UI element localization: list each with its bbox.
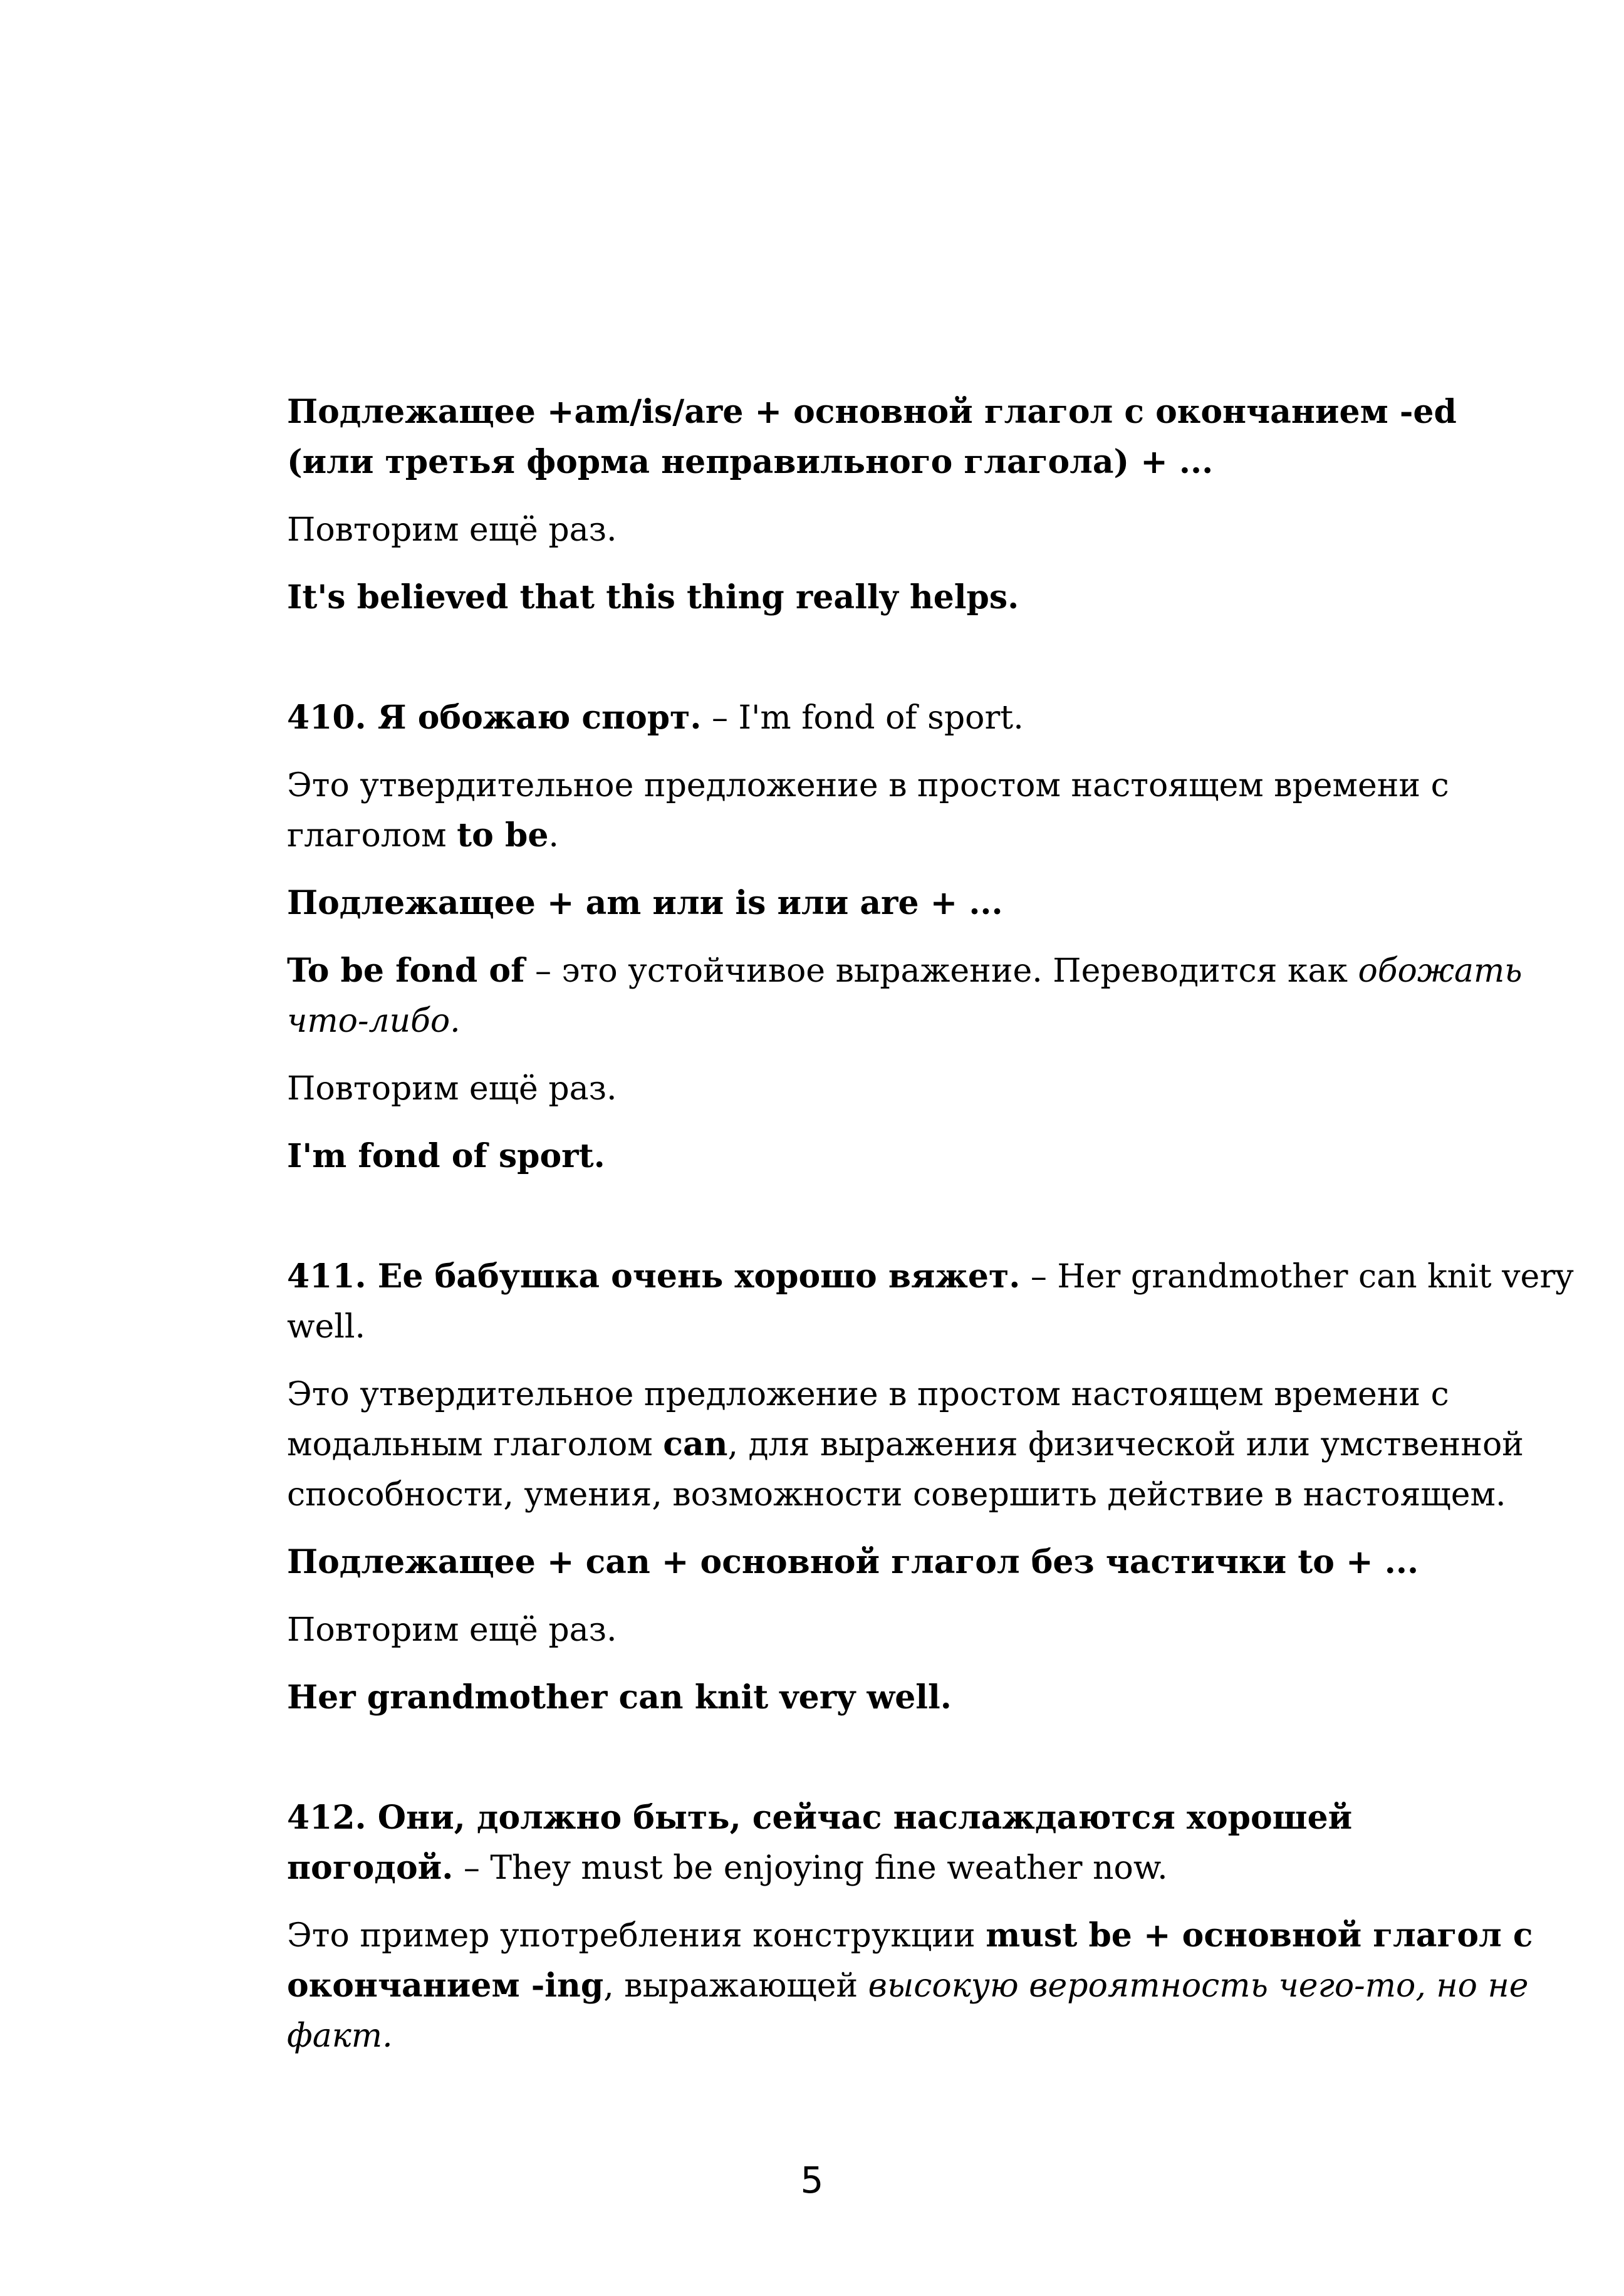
text-line — [287, 1131, 1465, 1182]
text-run: – это устойчивое выражение. Переводится как — [524, 952, 1358, 990]
heading-411 — [287, 1252, 1574, 1352]
text-run: глаголом — [287, 817, 457, 855]
bold-text-run: can — [663, 1425, 728, 1463]
text-line — [287, 2011, 1465, 2061]
bold-text-run: Подлежащее + am или is или are + ... — [287, 884, 1003, 922]
text-run: . — [548, 817, 559, 855]
text-run: Это пример употребления конструкции — [287, 1917, 986, 1955]
text-run: , выражающей — [603, 1967, 868, 2005]
text-line — [287, 1252, 1574, 1302]
text-line — [287, 1843, 1465, 1893]
text-line — [287, 1605, 1465, 1655]
text-line — [287, 573, 1465, 623]
text-line — [287, 693, 1465, 743]
bold-text-run: must be + основной глагол с — [986, 1916, 1533, 1955]
bold-text-run: Подлежащее +am/is/are + основной глагол с окончанием -ed — [287, 393, 1457, 431]
bold-text-run: to be — [457, 816, 549, 855]
italic-text-run: обожать — [1358, 952, 1522, 990]
heading-412 — [287, 1793, 1465, 1893]
text-line — [287, 946, 1522, 996]
formula-410 — [287, 878, 1465, 928]
text-run: Это утвердительное предложение в простом настоящем времени с — [287, 767, 1449, 804]
text-run: Повторим ещё раз. — [287, 1611, 617, 1649]
page-content — [287, 387, 1574, 2079]
explanation-411 — [287, 1369, 1524, 1520]
bold-text-run: Подлежащее + can + основной глагол без частички to + ... — [287, 1543, 1419, 1581]
text-line — [287, 1470, 1506, 1520]
text-line — [287, 811, 1465, 861]
text-line — [287, 1961, 1529, 2011]
example-sentence-410 — [287, 1131, 1465, 1182]
bold-text-run: 412. Они, должно быть, сейчас наслаждаются хорошей — [287, 1799, 1353, 1837]
text-line — [287, 1793, 1465, 1843]
explanation-412 — [287, 1911, 1533, 2061]
text-run: способности, умения, возможности совершить действие в настоящем. — [287, 1476, 1506, 1514]
example-sentence-believed — [287, 573, 1465, 623]
italic-text-run: факт. — [287, 2017, 393, 2055]
text-run: модальным глаголом — [287, 1426, 664, 1463]
italic-text-run: высокую вероятность чего-то, но не — [868, 1967, 1529, 2005]
text-line — [287, 878, 1465, 928]
text-run: – I'm fond of sport. — [701, 699, 1024, 737]
text-line — [287, 1420, 1524, 1470]
text-run: Повторим ещё раз. — [287, 511, 617, 549]
repeat-phrase-top — [287, 505, 1465, 555]
italic-text-run: что-либо. — [287, 1002, 461, 1040]
bold-text-run: 410. Я обожаю спорт. — [287, 699, 702, 737]
text-run: well. — [287, 1308, 366, 1346]
text-line — [287, 437, 1465, 487]
bold-text-run: Her grandmother can knit very well. — [287, 1678, 952, 1717]
example-sentence-411 — [287, 1673, 1465, 1723]
formula-411 — [287, 1537, 1465, 1587]
text-line — [287, 387, 1465, 437]
text-run: – Her grandmother can knit very — [1020, 1258, 1574, 1296]
bold-text-run: It's believed that this thing really helps. — [287, 578, 1019, 616]
bold-text-run: окончанием -ing — [287, 1966, 604, 2005]
formula-passive-voice — [287, 387, 1465, 487]
text-run: , для выражения физической или умственной — [727, 1426, 1524, 1463]
text-line — [287, 1369, 1465, 1420]
text-line — [287, 1673, 1465, 1723]
bold-text-run: погодой. — [287, 1849, 454, 1887]
bold-text-run: (или третья форма неправильного глагола) + ... — [287, 443, 1214, 481]
text-line — [287, 1064, 1465, 1114]
text-line — [287, 996, 1465, 1046]
text-line — [287, 1537, 1465, 1587]
bold-text-run: I'm fond of sport. — [287, 1137, 605, 1175]
text-run: Это утвердительное предложение в простом настоящем времени с — [287, 1376, 1449, 1413]
bold-text-run: To be fond of — [287, 952, 525, 990]
repeat-phrase-411 — [287, 1605, 1465, 1655]
note-410 — [287, 946, 1522, 1046]
text-line — [287, 505, 1465, 555]
text-run: Повторим ещё раз. — [287, 1070, 617, 1108]
explanation-410 — [287, 761, 1465, 861]
text-run: – They must be enjoying fine weather now. — [453, 1849, 1168, 1887]
heading-410 — [287, 693, 1465, 743]
bold-text-run: 411. Ее бабушка очень хорошо вяжет. — [287, 1257, 1021, 1296]
text-line — [287, 1911, 1533, 1961]
text-line — [287, 761, 1465, 811]
page-number: 5 — [800, 2159, 824, 2201]
text-line — [287, 1302, 1465, 1352]
repeat-phrase-410 — [287, 1064, 1465, 1114]
